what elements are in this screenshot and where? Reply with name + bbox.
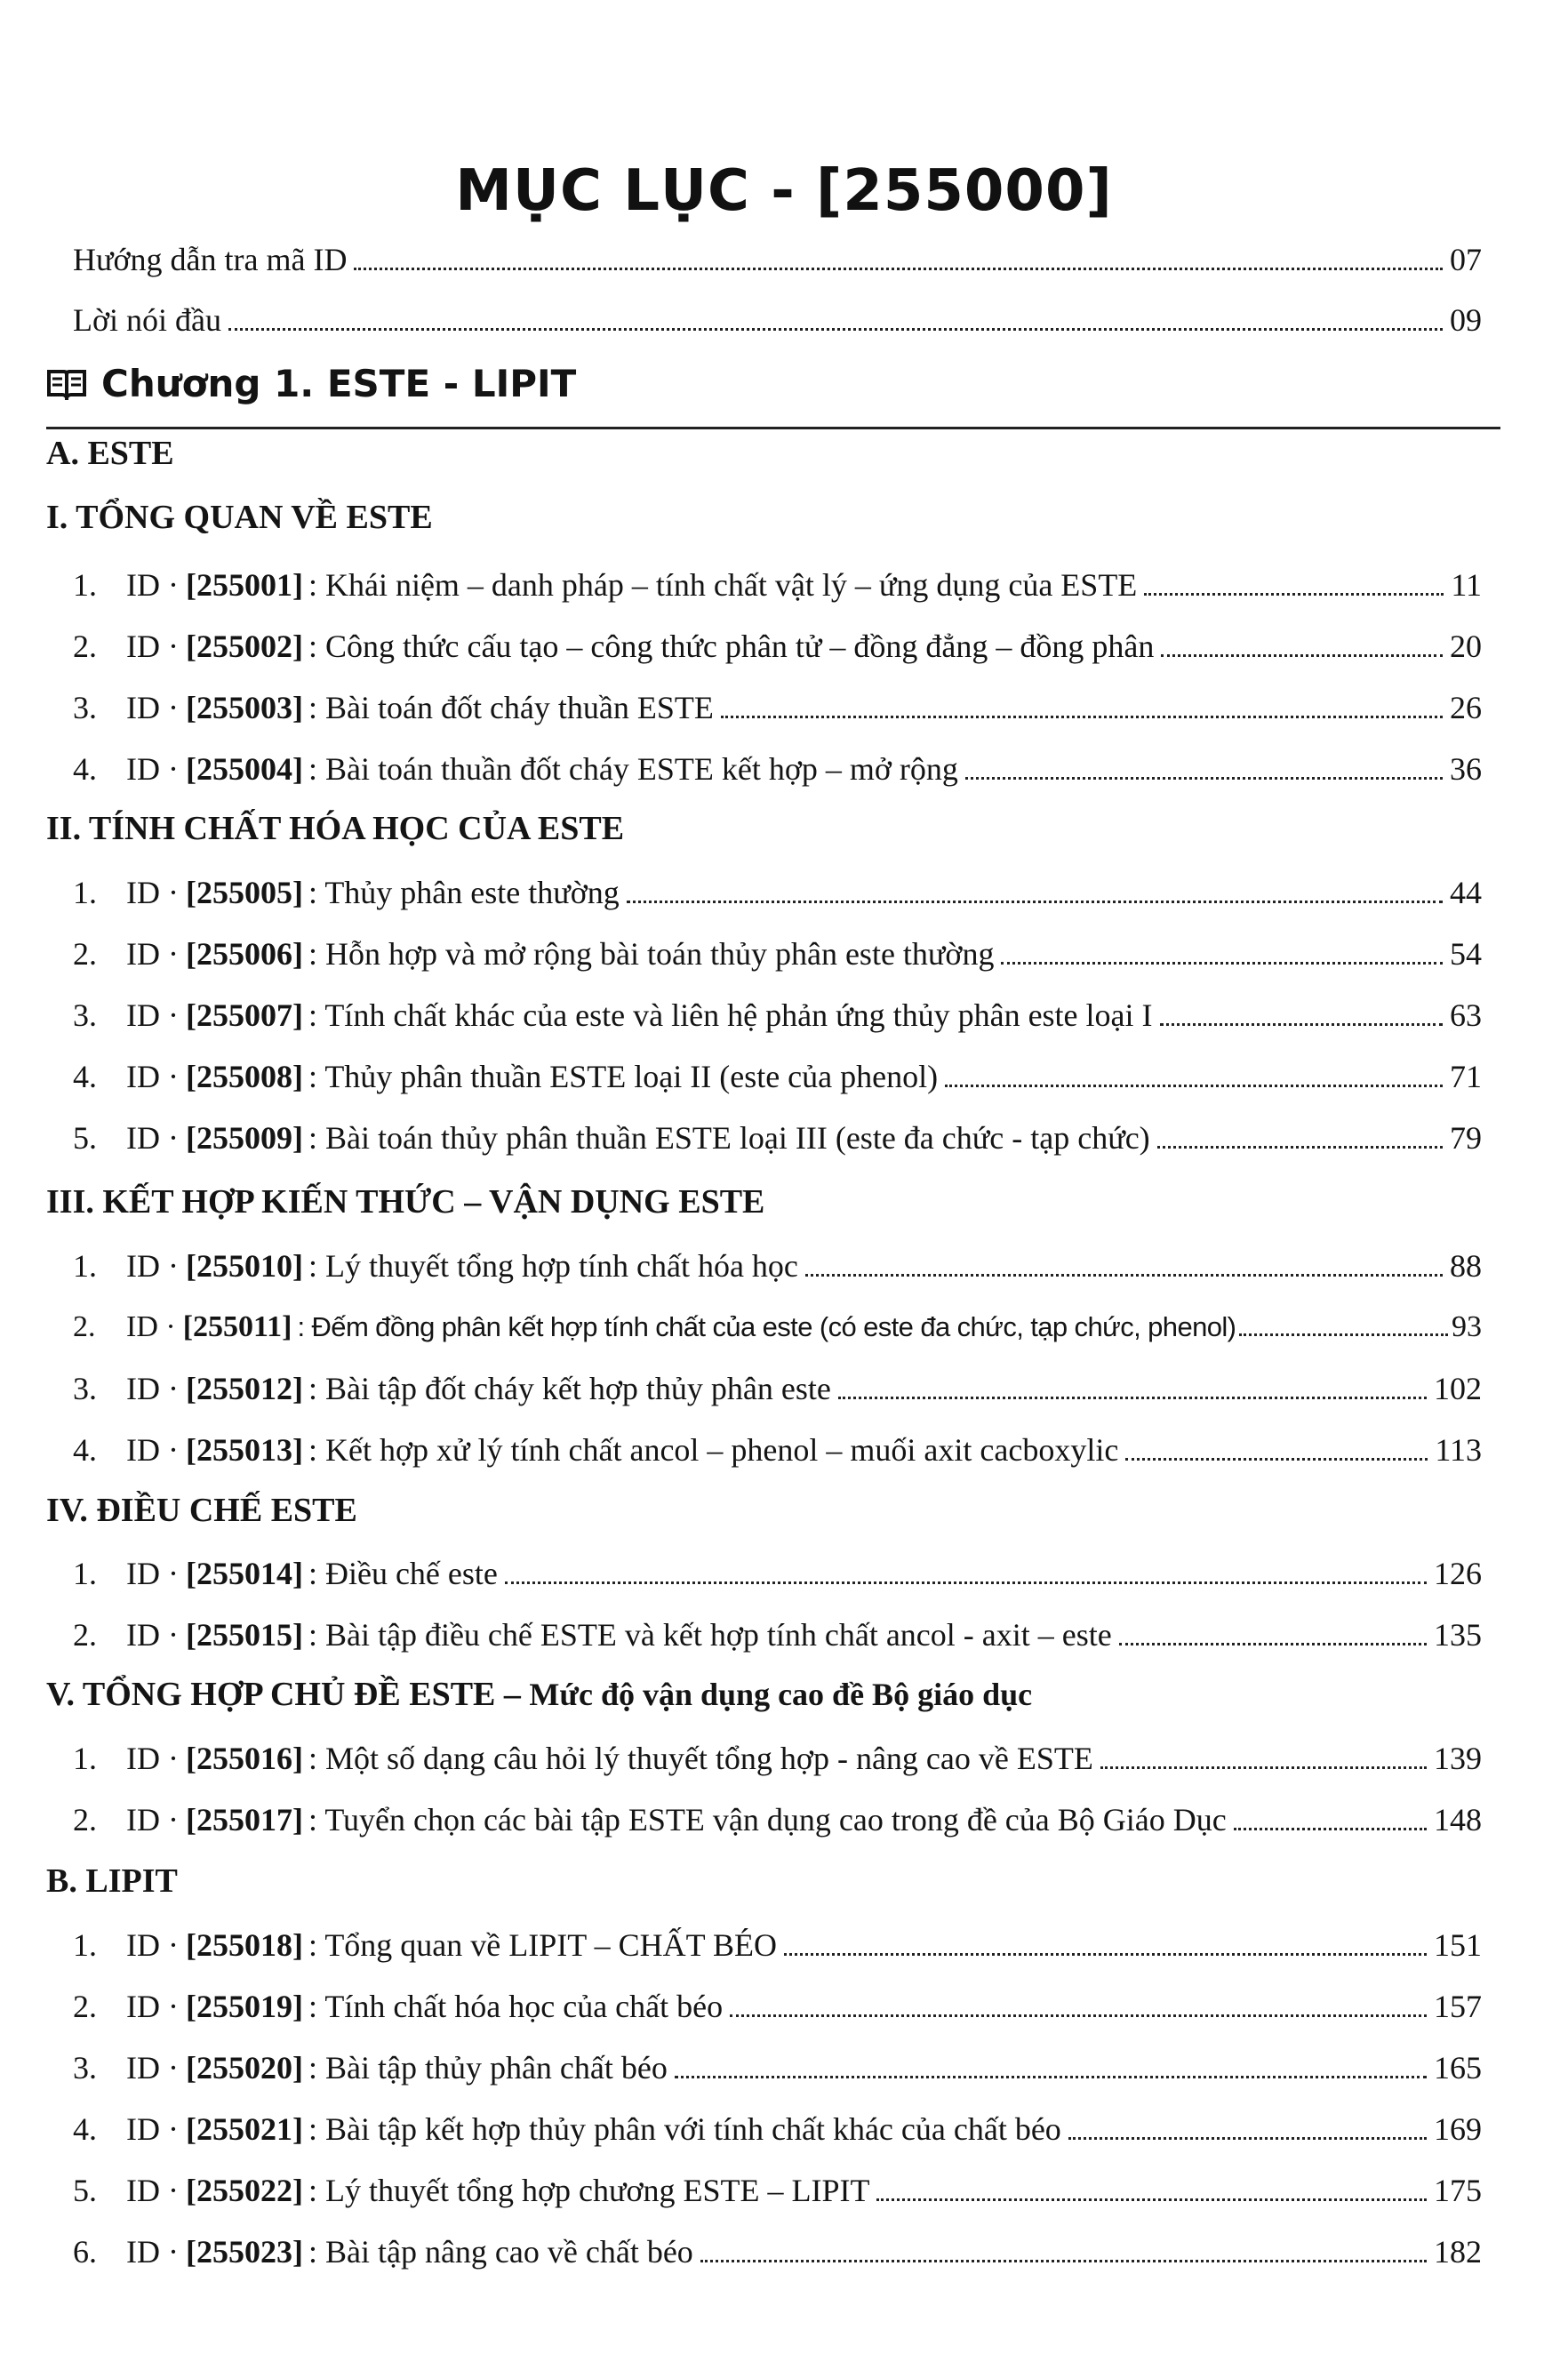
dot-leader: [945, 1085, 1443, 1087]
toc-entry-text: : Một số dạng câu hỏi lý thuyết tổng hợp - nâng cao về ESTE: [308, 1741, 1093, 1776]
toc-entry-text: : Bài tập đốt cháy kết hợp thủy phân este: [308, 1371, 831, 1406]
page-number: 93: [1452, 1310, 1482, 1343]
chapter-heading: [46, 362, 576, 405]
dot-leader: [700, 2260, 1427, 2262]
dot-leader: [675, 2076, 1427, 2078]
page-number: 175: [1434, 2173, 1482, 2208]
dot-leader: [784, 1953, 1427, 1956]
item-number: 2.: [73, 629, 97, 664]
toc-item: [73, 871, 1482, 914]
section-heading: [46, 1673, 1032, 1716]
dot-leader: [730, 2014, 1427, 2017]
id-code: [255014]: [185, 1556, 303, 1591]
page-number: 26: [1450, 690, 1482, 725]
toc-item: [73, 1055, 1482, 1098]
item-number: 4.: [73, 2111, 97, 2147]
id-code: [255020]: [185, 2050, 303, 2086]
id-prefix: ID ·: [126, 2234, 179, 2270]
id-prefix: ID ·: [126, 1927, 179, 1963]
toc-entry-text: : Kết hợp xử lý tính chất ancol – phenol – muối axit cacboxylic: [308, 1432, 1119, 1468]
toc-item: [73, 1737, 1482, 1780]
id-code: [255013]: [185, 1432, 303, 1468]
id-code: [255016]: [185, 1741, 303, 1776]
toc-entry-text: : Tuyển chọn các bài tập ESTE vận dụng cao trong đề của Bộ Giáo Dục: [308, 1802, 1227, 1838]
id-code: [255001]: [185, 567, 303, 603]
toc-entry-text: : Bài toán thuần đốt cháy ESTE kết hợp – mở rộng: [308, 751, 958, 787]
id-prefix: ID ·: [126, 1120, 179, 1156]
item-number: 5.: [73, 2173, 97, 2208]
section-sublabel: Mức độ vận dụng cao đề Bộ giáo dục: [529, 1677, 1033, 1712]
toc-item: [73, 933, 1482, 975]
id-code: [255007]: [185, 997, 303, 1033]
id-prefix: ID ·: [126, 1059, 179, 1094]
id-prefix: ID ·: [126, 1248, 179, 1284]
page-number: 09: [1450, 302, 1482, 338]
toc-item: [73, 1367, 1482, 1410]
dot-leader: [965, 777, 1443, 780]
id-code: [255023]: [185, 2234, 303, 2270]
item-number: 2.: [73, 1310, 96, 1343]
id-code: [255018]: [185, 1927, 303, 1963]
chapter-title: Chương 1. ESTE - LIPIT: [101, 362, 577, 405]
id-code: [255012]: [185, 1371, 303, 1406]
toc-entry-text: : Lý thuyết tổng hợp tính chất hóa học: [308, 1248, 798, 1284]
item-number: 2.: [73, 1989, 97, 2024]
id-code: [255003]: [185, 690, 303, 725]
id-prefix: ID ·: [126, 1741, 179, 1776]
id-code: [255011]: [182, 1310, 292, 1343]
divider: [46, 427, 1500, 429]
section-heading: A. ESTE: [46, 435, 174, 472]
toc-entry-text: : Lý thuyết tổng hợp chương ESTE – LIPIT: [308, 2173, 870, 2208]
id-code: [255021]: [185, 2111, 303, 2147]
id-code: [255015]: [185, 1617, 303, 1653]
dot-leader: [1100, 1766, 1427, 1769]
toc-entry-text: : Tổng quan về LIPIT – CHẤT BÉO: [308, 1927, 777, 1963]
toc-item: [73, 1429, 1482, 1471]
dot-leader: [1239, 1333, 1448, 1336]
toc-item: [73, 1245, 1482, 1287]
toc-item: [73, 686, 1482, 729]
section-heading: I. TỔNG QUAN VỀ ESTE: [46, 499, 433, 536]
toc-entry-text: : Điều chế este: [308, 1556, 498, 1591]
dot-leader: [1119, 1643, 1427, 1645]
toc-item: [73, 625, 1482, 668]
toc-entry-text: : Thủy phân thuần ESTE loại II (este của phenol): [308, 1059, 939, 1094]
id-prefix: ID ·: [126, 690, 179, 725]
id-prefix: ID ·: [126, 1989, 179, 2024]
item-number: 2.: [73, 1802, 97, 1838]
id-prefix: ID ·: [126, 2050, 179, 2086]
toc-item: [73, 1798, 1482, 1841]
item-number: 5.: [73, 1120, 97, 1156]
toc-item: [73, 2230, 1482, 2273]
dot-leader: [805, 1274, 1443, 1277]
item-number: 3.: [73, 690, 97, 725]
toc-entry-text: : Thủy phân este thường: [308, 875, 620, 910]
dot-leader: [838, 1397, 1427, 1399]
item-number: 1.: [73, 1927, 97, 1963]
dot-leader: [721, 716, 1443, 718]
page-number: 148: [1434, 1802, 1482, 1838]
item-number: 1.: [73, 1556, 97, 1591]
id-prefix: ID ·: [126, 567, 179, 603]
dot-leader: [1001, 962, 1443, 965]
section-heading: IV. ĐIỀU CHẾ ESTE: [46, 1492, 357, 1529]
dot-leader: [1161, 654, 1443, 657]
toc-item: [73, 994, 1482, 1037]
page-number: 11: [1451, 567, 1482, 603]
item-number: 1.: [73, 1741, 97, 1776]
dot-leader: [1125, 1458, 1428, 1461]
id-prefix: ID ·: [126, 1371, 179, 1406]
page-number: 182: [1434, 2234, 1482, 2270]
toc-item: [73, 1117, 1482, 1159]
toc-entry-text: : Khái niệm – danh pháp – tính chất vật lý – ứng dụng của ESTE: [308, 567, 1138, 603]
id-code: [255019]: [185, 1989, 303, 2024]
dot-leader: [1068, 2137, 1427, 2140]
toc-item: [73, 564, 1482, 606]
toc-entry-text: Lời nói đầu: [73, 302, 222, 338]
id-code: [255002]: [185, 629, 303, 664]
toc-entry-text: : Bài toán thủy phân thuần ESTE loại III (este đa chức - tạp chức): [308, 1120, 1150, 1156]
id-prefix: ID ·: [126, 1802, 179, 1838]
item-number: 1.: [73, 1248, 97, 1284]
page-number: 07: [1450, 242, 1482, 277]
id-prefix: ID ·: [126, 2173, 179, 2208]
id-code: [255017]: [185, 1802, 303, 1838]
item-number: 1.: [73, 567, 97, 603]
item-number: 3.: [73, 997, 97, 1033]
toc-item: [73, 1552, 1482, 1595]
item-number: 2.: [73, 1617, 97, 1653]
id-code: [255006]: [185, 936, 303, 972]
toc-entry-text: : Bài toán đốt cháy thuần ESTE: [308, 690, 714, 725]
page-number: 139: [1434, 1741, 1482, 1776]
dot-leader: [876, 2198, 1427, 2201]
page-number: 169: [1434, 2111, 1482, 2147]
toc-entry-text: : Tính chất hóa học của chất béo: [308, 1989, 724, 2024]
page-number: 54: [1450, 936, 1482, 972]
toc-entry-text: : Bài tập thủy phân chất béo: [308, 2050, 668, 2086]
item-number: 4.: [73, 1059, 97, 1094]
id-prefix: ID ·: [126, 1617, 179, 1653]
item-number: 4.: [73, 1432, 97, 1468]
page-number: 71: [1450, 1059, 1482, 1094]
item-number: 6.: [73, 2234, 97, 2270]
id-prefix: ID ·: [126, 936, 179, 972]
dot-leader: [1234, 1828, 1427, 1830]
page-number: 44: [1450, 875, 1482, 910]
dot-leader: [1160, 1023, 1443, 1026]
toc-item: [73, 2046, 1482, 2089]
toc-item: [73, 1306, 1482, 1349]
toc-item: [73, 1985, 1482, 2028]
toc-item: [73, 1924, 1482, 1966]
page-number: 151: [1434, 1927, 1482, 1963]
page-number: 157: [1434, 1989, 1482, 2024]
id-code: [255008]: [185, 1059, 303, 1094]
toc-item: [73, 2108, 1482, 2150]
page-number: 36: [1450, 751, 1482, 787]
id-prefix: ID ·: [126, 1556, 179, 1591]
section-heading: III. KẾT HỢP KIẾN THỨC – VẬN DỤNG ESTE: [46, 1183, 765, 1221]
id-prefix: ID ·: [126, 2111, 179, 2147]
toc-entry-text: Hướng dẫn tra mã ID: [73, 242, 348, 277]
toc-entry-text: : Tính chất khác của este và liên hệ phản ứng thủy phân este loại I: [308, 997, 1153, 1033]
page-number: 126: [1434, 1556, 1482, 1591]
toc-item: [73, 1613, 1482, 1656]
page-number: 165: [1434, 2050, 1482, 2086]
page-number: 63: [1450, 997, 1482, 1033]
page-number: 88: [1450, 1248, 1482, 1284]
page-number: 135: [1434, 1617, 1482, 1653]
dot-leader: [505, 1581, 1427, 1584]
toc-entry-text: : Công thức cấu tạo – công thức phân tử – đồng đẳng – đồng phân: [308, 629, 1155, 664]
section-label: V. TỔNG HỢP CHỦ ĐỀ ESTE –: [46, 1676, 521, 1713]
id-prefix: ID ·: [126, 751, 179, 787]
toc-intro-row: [73, 238, 1482, 281]
id-code: [255009]: [185, 1120, 303, 1156]
item-number: 2.: [73, 936, 97, 972]
id-prefix: ID ·: [126, 875, 179, 910]
id-code: [255005]: [185, 875, 303, 910]
page-number: 102: [1434, 1371, 1482, 1406]
item-number: 3.: [73, 1371, 97, 1406]
toc-item: [73, 2169, 1482, 2212]
toc-item: [73, 748, 1482, 790]
section-heading: B. LIPIT: [46, 1862, 178, 1900]
item-number: 4.: [73, 751, 97, 787]
toc-entry-text: : Đếm đồng phân kết hợp tính chất của este (có este đa chức, tạp chức, phenol): [297, 1311, 1236, 1342]
toc-entry-text: : Hỗn hợp và mở rộng bài toán thủy phân este thường: [308, 936, 995, 972]
id-prefix: ID ·: [126, 997, 179, 1033]
item-number: 3.: [73, 2050, 97, 2086]
dot-leader: [1157, 1146, 1443, 1149]
toc-entry-text: : Bài tập điều chế ESTE và kết hợp tính chất ancol - axit – este: [308, 1617, 1112, 1653]
book-icon: [46, 368, 87, 400]
id-prefix: ID ·: [126, 1310, 176, 1343]
dot-leader: [228, 328, 1443, 331]
toc-intro-row: [73, 299, 1482, 341]
page-number: 113: [1435, 1432, 1482, 1468]
dot-leader: [354, 268, 1443, 270]
id-prefix: ID ·: [126, 1432, 179, 1468]
dot-leader: [1144, 593, 1444, 596]
toc-entry-text: : Bài tập kết hợp thủy phân với tính chất khác của chất béo: [308, 2111, 1061, 2147]
toc-entry-text: : Bài tập nâng cao về chất béo: [308, 2234, 693, 2270]
id-prefix: ID ·: [126, 629, 179, 664]
id-code: [255004]: [185, 751, 303, 787]
section-heading: II. TÍNH CHẤT HÓA HỌC CỦA ESTE: [46, 810, 625, 847]
dot-leader: [627, 901, 1443, 903]
page-title: MỤC LỤC - [255000]: [455, 158, 1113, 224]
item-number: 1.: [73, 875, 97, 910]
page-number: 20: [1450, 629, 1482, 664]
page-number: 79: [1450, 1120, 1482, 1156]
id-code: [255010]: [185, 1248, 303, 1284]
id-code: [255022]: [185, 2173, 303, 2208]
